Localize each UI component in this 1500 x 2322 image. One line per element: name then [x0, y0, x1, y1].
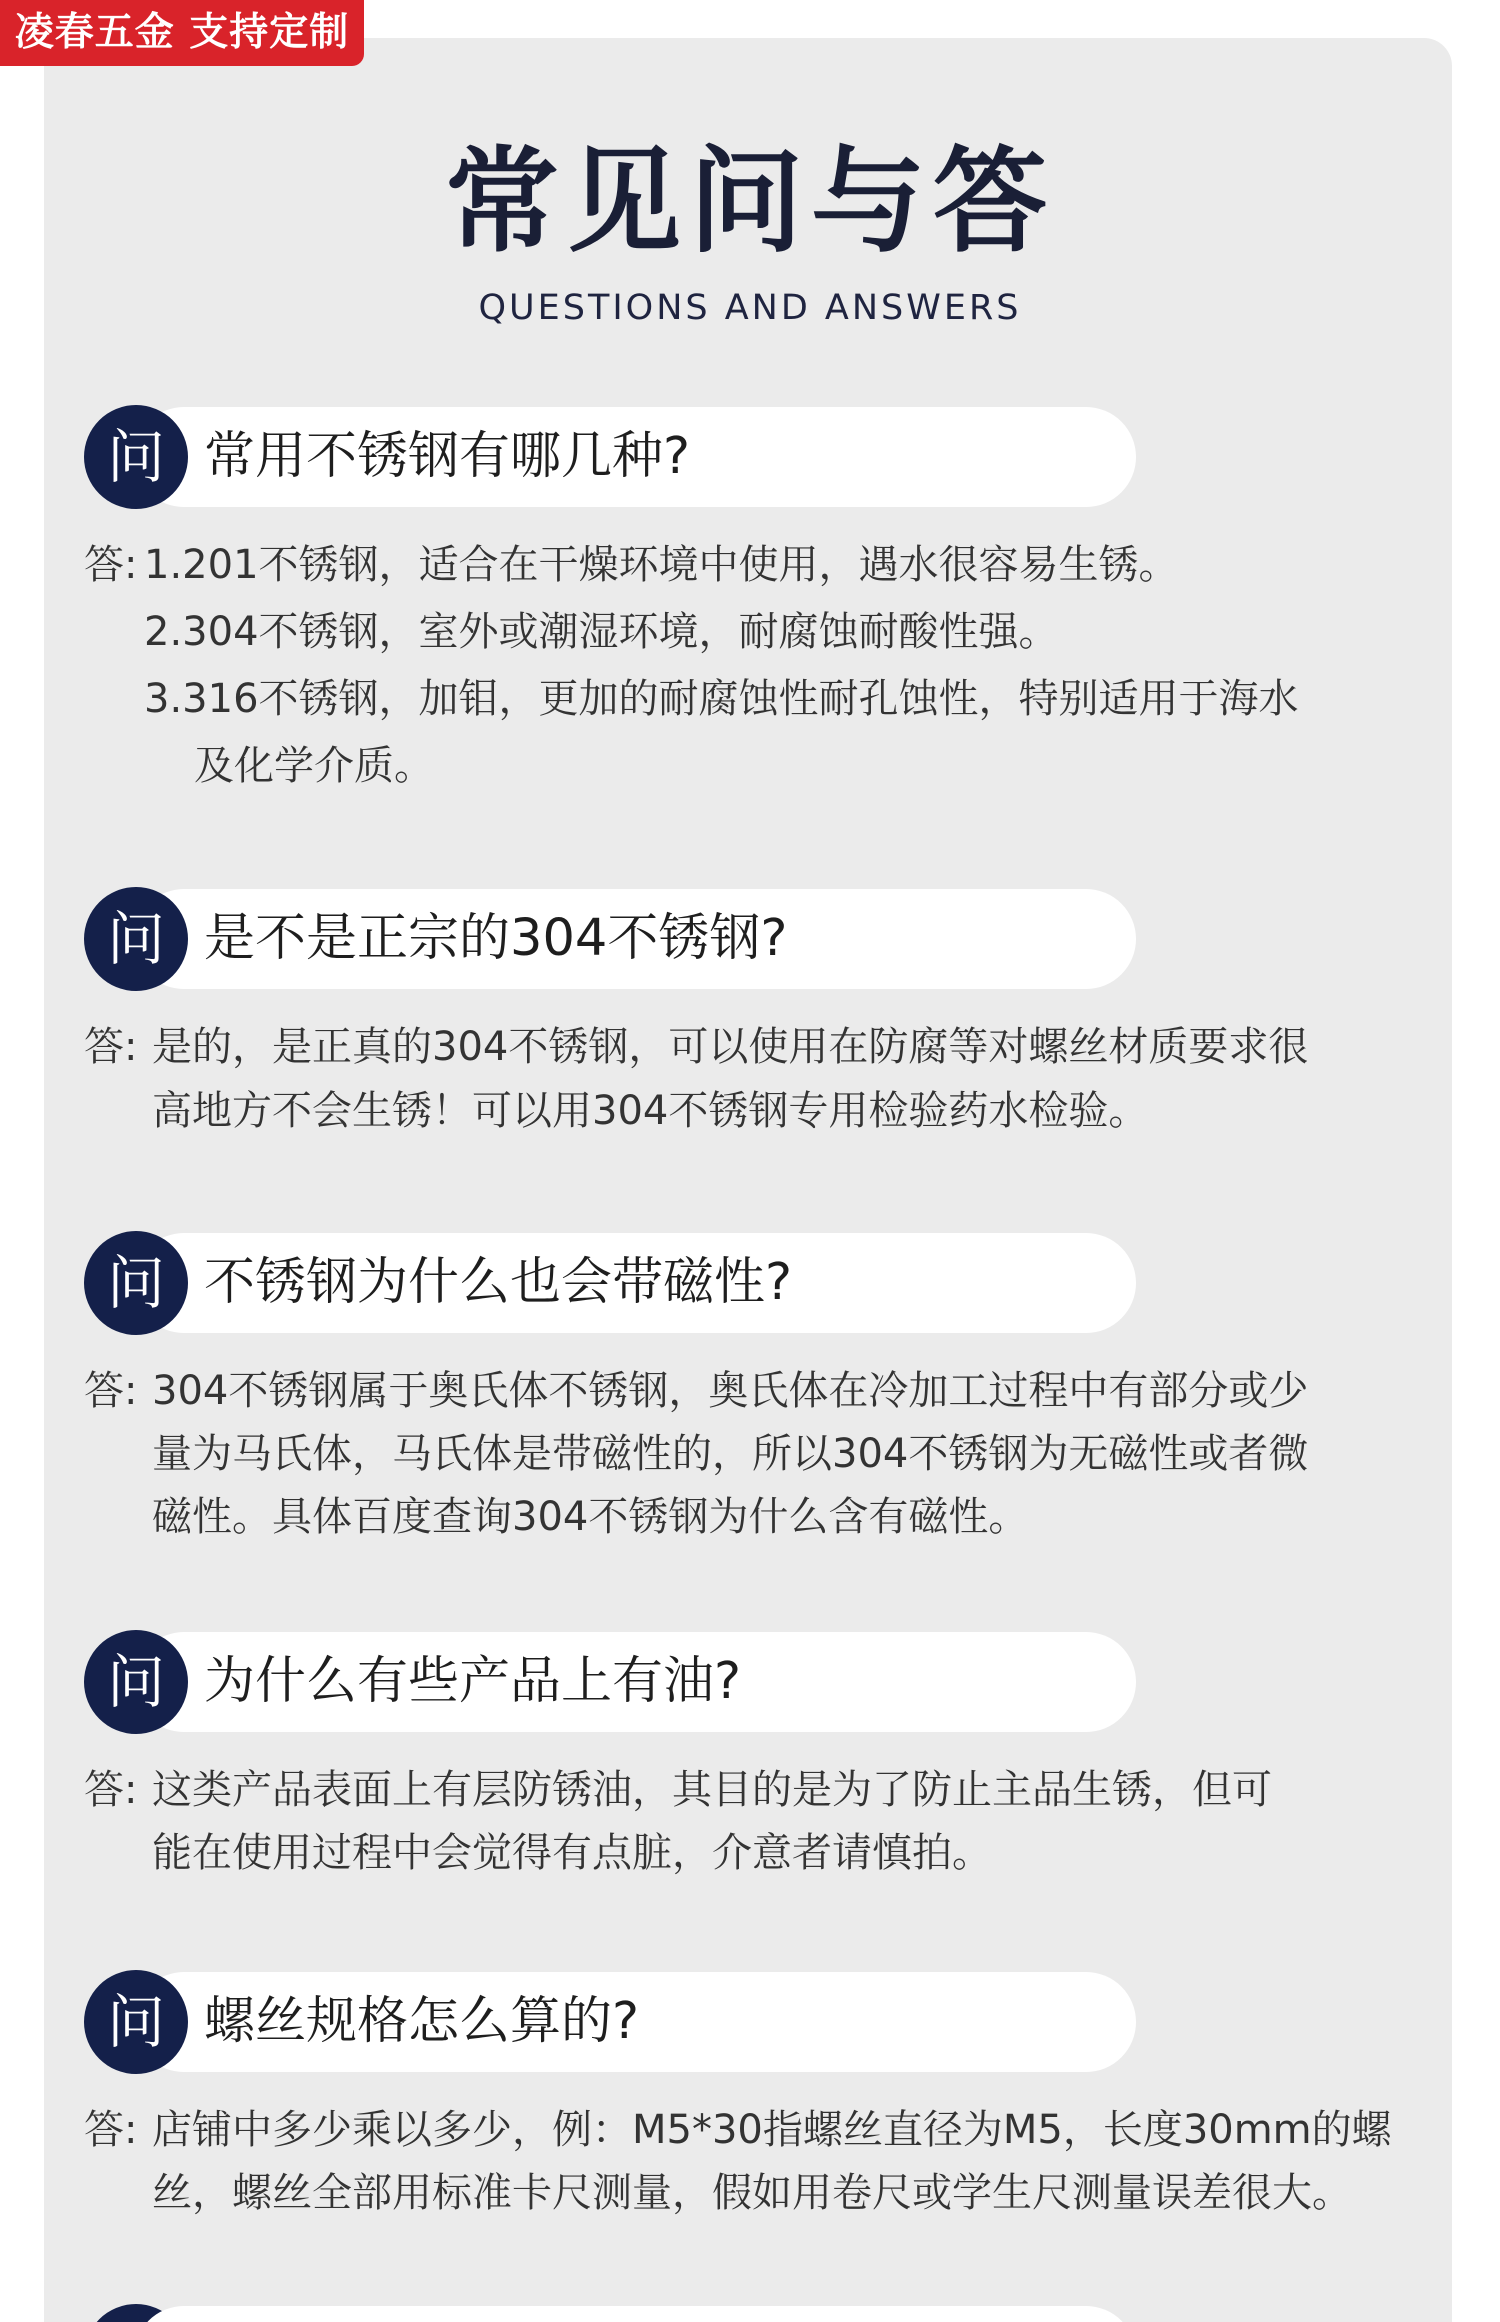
question-badge: 问 [84, 1630, 188, 1734]
answer-prefix: 答: [84, 542, 138, 588]
answer-line: 磁性。具体百度查询304不锈钢为什么含有磁性。 [152, 1494, 1029, 1540]
page-subtitle: QUESTIONS AND ANSWERS [478, 288, 1022, 328]
answer-prefix: 答: [84, 1368, 138, 1414]
question-badge: 问 [84, 1970, 188, 2074]
answer-line: 3.316不锈钢，加钼，更加的耐腐蚀性耐孔蚀性，特别适用于海水 [144, 676, 1299, 722]
question-badge: 问 [84, 887, 188, 991]
answer-line: 能在使用过程中会觉得有点脏，介意者请慎拍。 [152, 1830, 992, 1876]
answer-line: 丝，螺丝全部用标准卡尺测量，假如用卷尺或学生尺测量误差很大。 [152, 2170, 1352, 2216]
question-text: 为什么有些产品上有油? [204, 1652, 742, 1711]
question-text: 螺丝规格怎么算的? [204, 1992, 640, 2051]
answer-line: 是的，是正真的304不锈钢，可以使用在防腐等对螺丝材质要求很 [152, 1024, 1309, 1070]
answer-line: 2.304不锈钢，室外或潮湿环境，耐腐蚀耐酸性强。 [144, 609, 1059, 655]
question-text: 是不是正宗的304不锈钢? [204, 909, 788, 968]
page-title: 常见问与答 [444, 135, 1055, 268]
answer-line: 304不锈钢属于奥氏体不锈钢，奥氏体在冷加工过程中有部分或少 [152, 1368, 1309, 1414]
answer-line: 量为马氏体，马氏体是带磁性的，所以304不锈钢为无磁性或者微 [152, 1431, 1309, 1477]
answer-line: 高地方不会生锈！可以用304不锈钢专用检验药水检验。 [152, 1088, 1149, 1134]
next-question-pill [134, 2306, 1136, 2322]
question-text: 常用不锈钢有哪几种? [204, 427, 691, 486]
answer-line: 这类产品表面上有层防锈油，其目的是为了防止主品生锈，但可 [152, 1767, 1272, 1813]
answer-prefix: 答: [84, 2107, 138, 2153]
question-badge: 问 [84, 1231, 188, 1335]
answer-prefix: 答: [84, 1024, 138, 1070]
question-text: 不锈钢为什么也会带磁性? [204, 1253, 793, 1312]
brand-tag: 凌春五金 支持定制 [0, 0, 364, 66]
answer-prefix: 答: [84, 1767, 138, 1813]
question-badge: 问 [84, 405, 188, 509]
answer-line: 店铺中多少乘以多少，例：M5*30指螺丝直径为M5，长度30mm的螺 [152, 2107, 1392, 2153]
answer-line: 1.201不锈钢，适合在干燥环境中使用，遇水很容易生锈。 [144, 542, 1179, 588]
answer-line: 及化学介质。 [194, 743, 434, 789]
